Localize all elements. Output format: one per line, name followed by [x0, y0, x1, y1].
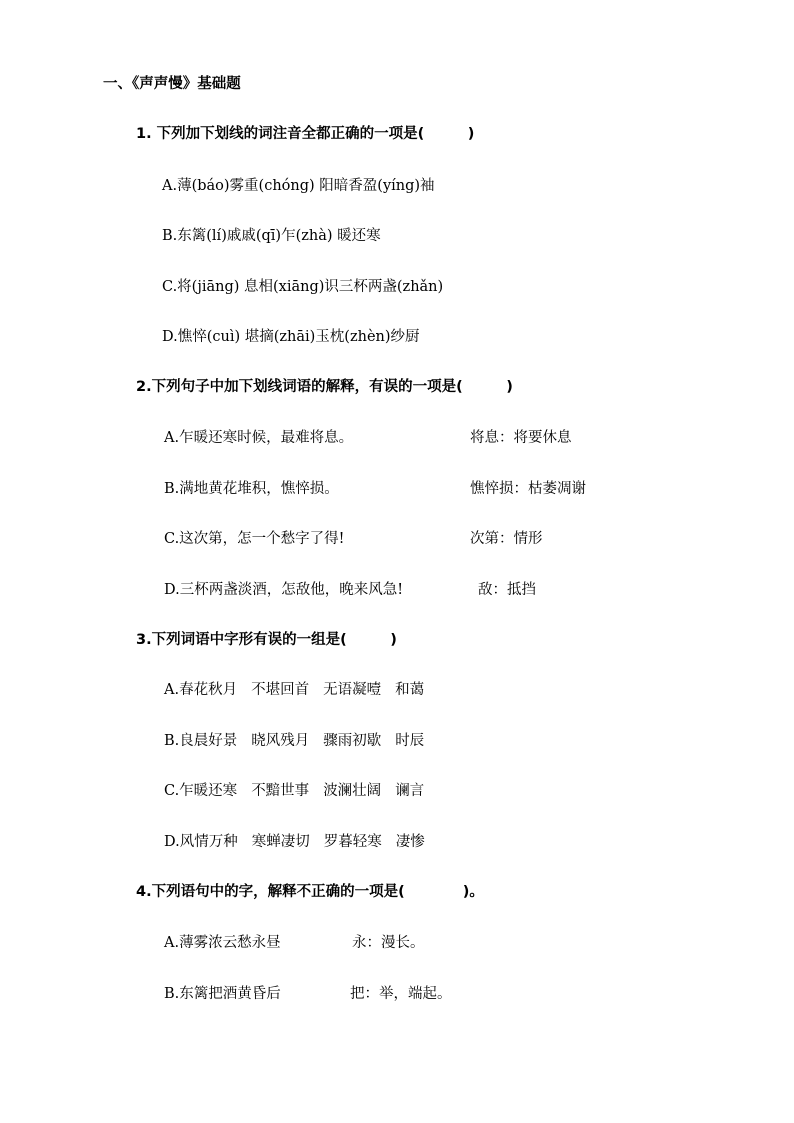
option-label: A. [164, 682, 180, 698]
phrase: 罗暮轻寒 [323, 834, 382, 850]
question-3-option-d [164, 832, 425, 852]
question-1-option-d: D.憔悴(cuì) 堪摘(zhāi)玉枕(zhèn)纱厨 [162, 329, 420, 345]
question-1-option-c: C.将(jiāng) 息相(xiāng)识三杯两盏(zhǎn) [162, 279, 444, 295]
phrase: 凄惨 [395, 834, 425, 850]
option-label: B. [164, 733, 180, 749]
question-2-option-c: C.这次第，怎一个愁字了得! [164, 531, 345, 547]
phrase: 不堪回首 [251, 682, 310, 698]
question-2-option-a-meaning: 将息：将要休息 [470, 430, 572, 446]
question-2-option-d: D.三杯两盏淡酒，怎敌他，晚来风急! [164, 582, 404, 598]
question-2-option-b-meaning: 憔悴损：枯萎凋谢 [470, 481, 586, 497]
question-2-stem: 2.下列句子中加下划线词语的解释，有误的一项是( ) [136, 379, 513, 395]
question-1-option-b: B.东篱(lí)戚戚(qī)乍(zhà) 暖还寒 [162, 228, 381, 244]
phrase: 不黯世事 [251, 783, 310, 799]
question-3-option-b [164, 731, 424, 751]
question-4-stem: 4.下列语句中的字，解释不正确的一项是( )。 [136, 884, 484, 900]
phrase: 和蔼 [395, 682, 425, 698]
question-4-option-b: B.东篱把酒黄昏后 [164, 986, 281, 1002]
phrase: 时辰 [395, 733, 425, 749]
question-2-option-c-meaning: 次第：情形 [470, 531, 543, 547]
question-4-option-a: A.薄雾浓云愁永昼 [164, 935, 281, 951]
option-label: D. [164, 834, 180, 850]
phrase: 春花秋月 [179, 682, 238, 698]
question-2-option-b: B.满地黄花堆积，憔悴损。 [164, 481, 339, 497]
question-1-option-a: A.薄(báo)雾重(chóng) 阳暗香盈(yíng)袖 [162, 178, 435, 194]
question-4-option-a-meaning: 永：漫长。 [352, 935, 425, 951]
question-2-option-d-meaning: 敌：抵挡 [478, 582, 536, 598]
phrase: 谰言 [395, 783, 425, 799]
question-4-option-b-meaning: 把：举，端起。 [350, 986, 452, 1002]
question-3-option-a [164, 680, 424, 700]
option-label: C. [164, 783, 180, 799]
phrase: 寒蝉凄切 [251, 834, 310, 850]
section-title: 一、《声声慢》基础题 [103, 76, 241, 92]
question-1-stem: 1. 下列加下划线的词注音全都正确的一项是( ) [136, 126, 475, 142]
question-3-option-c [164, 781, 424, 801]
phrase: 无语凝噎 [323, 682, 382, 698]
phrase: 晓风残月 [251, 733, 310, 749]
question-2-option-a: A.乍暖还寒时候，最难将息。 [164, 430, 354, 446]
phrase: 骤雨初歇 [323, 733, 382, 749]
question-3-stem: 3.下列词语中字形有误的一组是( ) [136, 632, 397, 648]
phrase: 良晨好景 [179, 733, 238, 749]
phrase: 风情万种 [179, 834, 238, 850]
phrase: 波澜壮阔 [323, 783, 382, 799]
phrase: 乍暖还寒 [179, 783, 238, 799]
